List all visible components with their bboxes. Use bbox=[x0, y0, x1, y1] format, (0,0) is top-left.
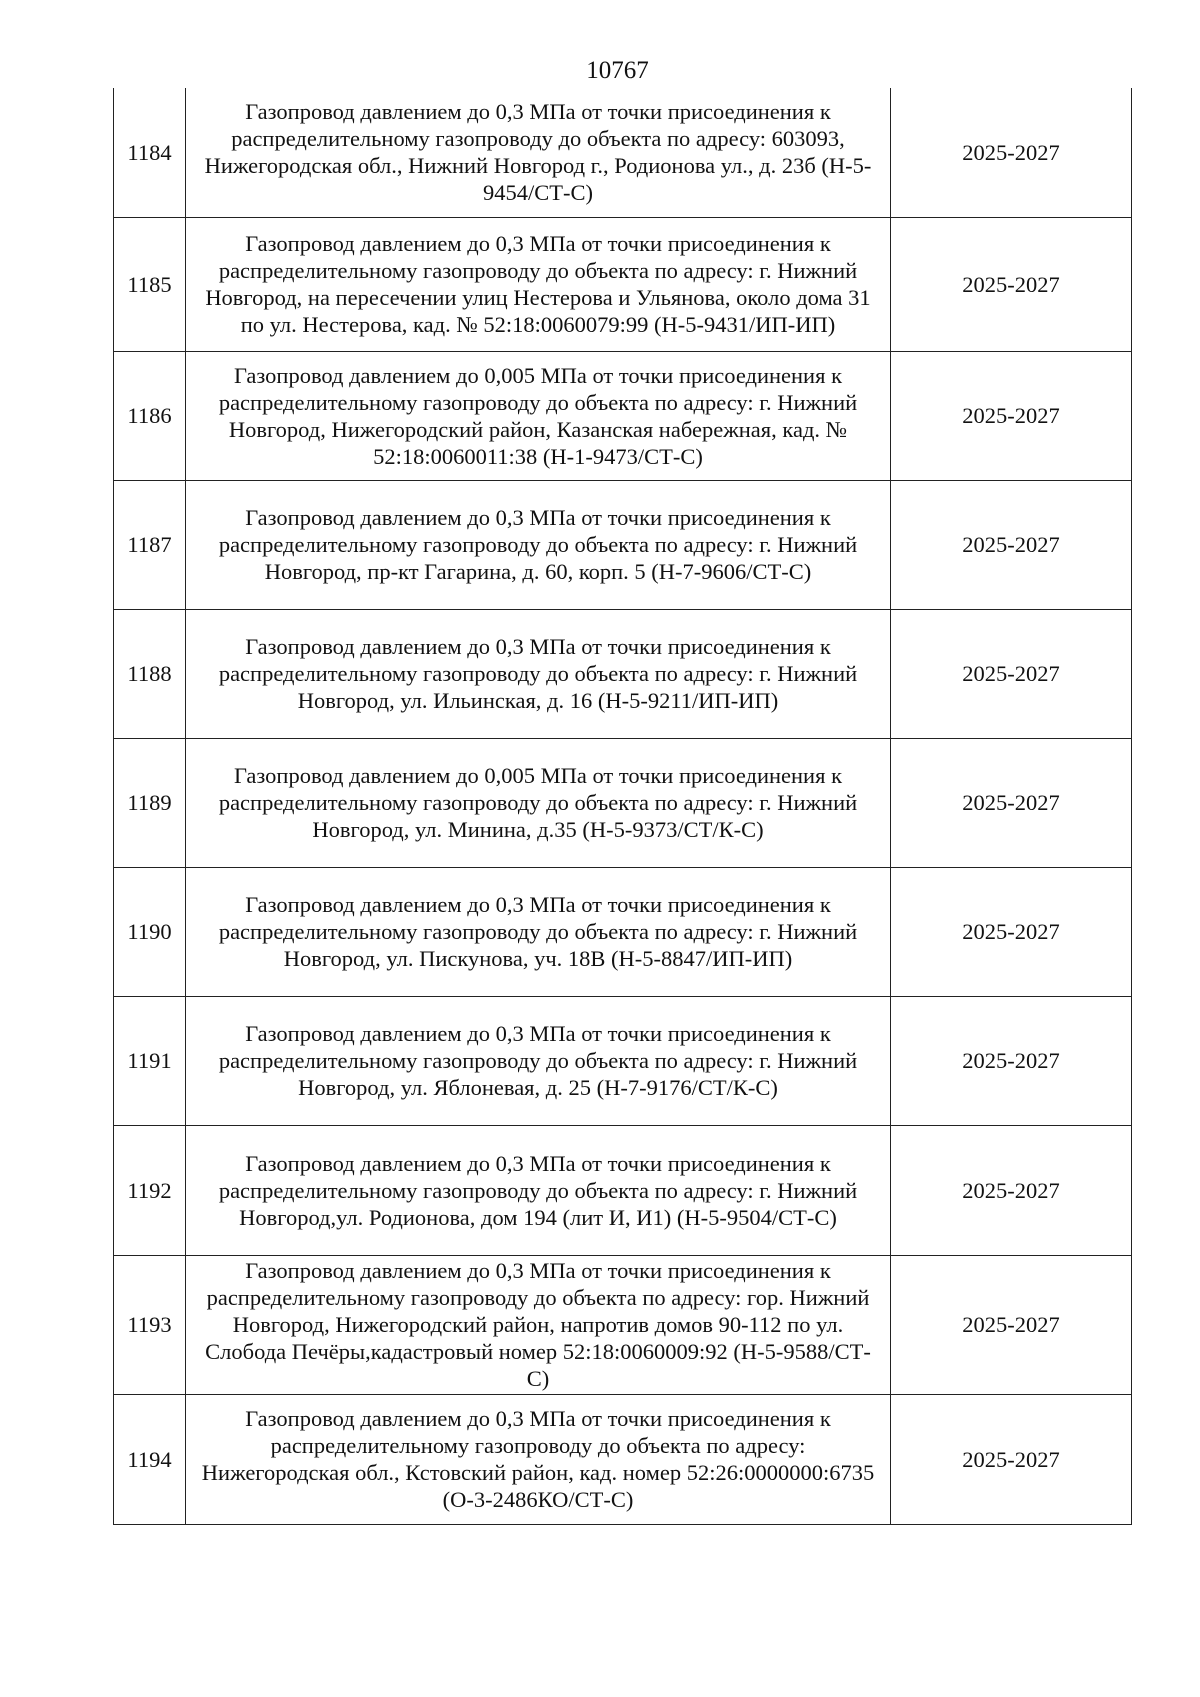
table-row bbox=[114, 480, 1132, 609]
row-number: 1188 bbox=[114, 609, 186, 738]
table-row bbox=[114, 351, 1132, 480]
row-period: 2025-2027 bbox=[891, 738, 1132, 867]
row-description: Газопровод давлением до 0,3 МПа от точки присоединения к распределительному газопроводу до объекта по адресу: г. Нижний Новгород, ул. Ильинская, д. 16 (Н-5-9211/ИП-ИП) bbox=[186, 609, 891, 738]
row-number: 1185 bbox=[114, 217, 186, 351]
table-row bbox=[114, 738, 1132, 867]
row-description: Газопровод давлением до 0,005 МПа от точки присоединения к распределительному газопроводу до объекта по адресу: г. Нижний Новгород, ул. Минина, д.35 (Н-5-9373/СТ/К-С) bbox=[186, 738, 891, 867]
table-row bbox=[114, 996, 1132, 1125]
row-description: Газопровод давлением до 0,3 МПа от точки присоединения к распределительному газопроводу до объекта по адресу: 603093, Нижегородская обл., Нижний Новгород г., Родионова ул., д. 23б (Н-5-9454/СТ-С) bbox=[186, 88, 891, 217]
table-row bbox=[114, 88, 1132, 217]
table-row bbox=[114, 1125, 1132, 1255]
row-description: Газопровод давлением до 0,3 МПа от точки присоединения к распределительному газопроводу до объекта по адресу: Нижегородская обл., Кстовский район, кад. номер 52:26:0000000:6735 (О-3-2486КО/СТ-С) bbox=[186, 1394, 891, 1524]
row-number: 1193 bbox=[114, 1255, 186, 1394]
table-row bbox=[114, 217, 1132, 351]
row-description: Газопровод давлением до 0,3 МПа от точки присоединения к распределительному газопроводу до объекта по адресу: г. Нижний Новгород,ул. Родионова, дом 194 (лит И, И1) (Н-5-9504/СТ-С) bbox=[186, 1125, 891, 1255]
row-description: Газопровод давлением до 0,3 МПа от точки присоединения к распределительному газопроводу до объекта по адресу: г. Нижний Новгород, ул. Яблоневая, д. 25 (Н-7-9176/СТ/К-С) bbox=[186, 996, 891, 1125]
row-description: Газопровод давлением до 0,005 МПа от точки присоединения к распределительному газопроводу до объекта по адресу: г. Нижний Новгород, Нижегородский район, Казанская набережная, кад. № 52:18:0060011:38 (Н-1-9473/СТ-С) bbox=[186, 351, 891, 480]
table-row bbox=[114, 1394, 1132, 1524]
row-period: 2025-2027 bbox=[891, 996, 1132, 1125]
row-period: 2025-2027 bbox=[891, 217, 1132, 351]
row-number: 1189 bbox=[114, 738, 186, 867]
row-number: 1190 bbox=[114, 867, 186, 996]
row-period: 2025-2027 bbox=[891, 867, 1132, 996]
table-row bbox=[114, 1255, 1132, 1394]
pipeline-table bbox=[113, 88, 1132, 1525]
row-number: 1194 bbox=[114, 1394, 186, 1524]
row-description: Газопровод давлением до 0,3 МПа от точки присоединения к распределительному газопроводу до объекта по адресу: гор. Нижний Новгород, Нижегородский район, напротив домов 90-112 по ул. Слобода Печёры,кадастровый номер 52:18:0060009:92 (Н-5-9588/СТ-С) bbox=[186, 1255, 891, 1394]
row-description: Газопровод давлением до 0,3 МПа от точки присоединения к распределительному газопроводу до объекта по адресу: г. Нижний Новгород, пр-кт Гагарина, д. 60, корп. 5 (Н-7-9606/СТ-С) bbox=[186, 480, 891, 609]
table-row bbox=[114, 867, 1132, 996]
row-description: Газопровод давлением до 0,3 МПа от точки присоединения к распределительному газопроводу до объекта по адресу: г. Нижний Новгород, ул. Пискунова, уч. 18В (Н-5-8847/ИП-ИП) bbox=[186, 867, 891, 996]
row-period: 2025-2027 bbox=[891, 1125, 1132, 1255]
row-period: 2025-2027 bbox=[891, 609, 1132, 738]
row-description: Газопровод давлением до 0,3 МПа от точки присоединения к распределительному газопроводу до объекта по адресу: г. Нижний Новгород, на пересечении улиц Нестерова и Ульянова, около дома 31 по ул. Нестерова, кад. № 52:18:0060079:99 (Н-5-9431/ИП-ИП) bbox=[186, 217, 891, 351]
page-number: 10767 bbox=[586, 57, 649, 84]
row-number: 1192 bbox=[114, 1125, 186, 1255]
row-number: 1184 bbox=[114, 88, 186, 217]
table-row bbox=[114, 609, 1132, 738]
row-number: 1186 bbox=[114, 351, 186, 480]
row-period: 2025-2027 bbox=[891, 1394, 1132, 1524]
row-period: 2025-2027 bbox=[891, 480, 1132, 609]
row-number: 1191 bbox=[114, 996, 186, 1125]
row-period: 2025-2027 bbox=[891, 88, 1132, 217]
row-number: 1187 bbox=[114, 480, 186, 609]
row-period: 2025-2027 bbox=[891, 351, 1132, 480]
row-period: 2025-2027 bbox=[891, 1255, 1132, 1394]
